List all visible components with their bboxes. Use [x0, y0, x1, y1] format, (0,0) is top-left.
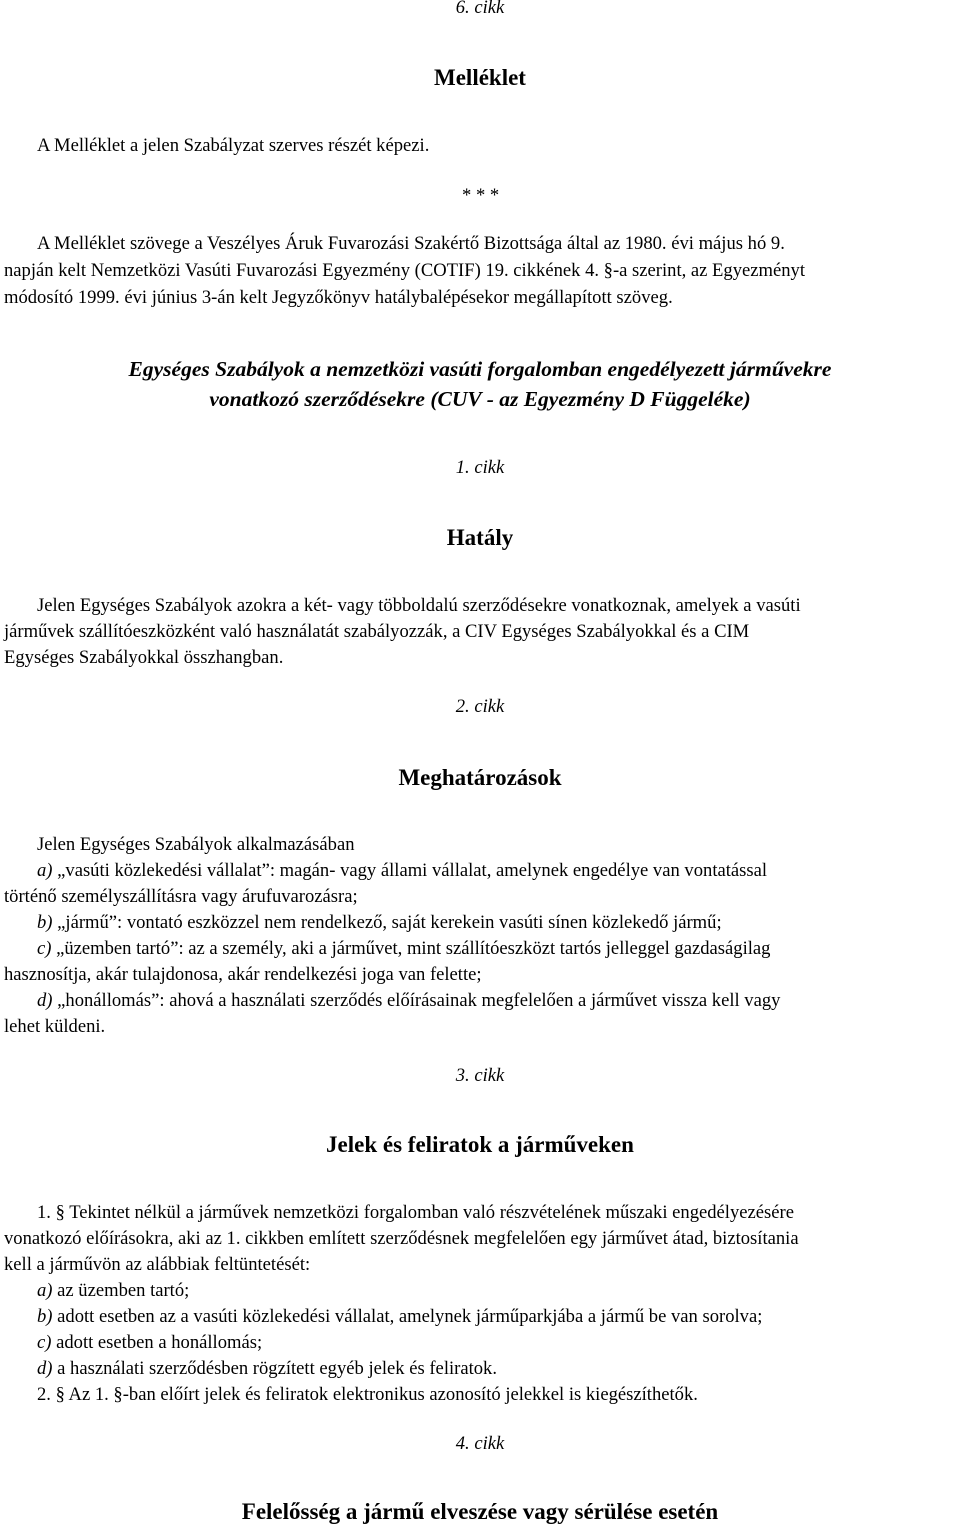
- art3-p1-line-1: 1. § Tekintet nélkül a járművek nemzetközi forgalomban való részvételének műszaki engedélyezésére: [37, 1202, 794, 1223]
- item-mark: d): [37, 990, 53, 1011]
- annex-note-line-1: A Melléklet szövege a Veszélyes Áruk Fuvarozási Szakértő Bizottsága által az 1980. évi május hó 9.: [37, 233, 785, 254]
- annex-note-line-2: napján kelt Nemzetközi Vasúti Fuvarozási Egyezmény (COTIF) 19. cikkének 4. §-a szerint, az Egyezményt: [4, 260, 805, 281]
- item-mark: a): [37, 860, 53, 881]
- art2-item-c-cont: hasznosítja, akár tulajdonosa, akár rendelkezési joga van felette;: [4, 964, 482, 985]
- item-mark: b): [37, 1306, 53, 1327]
- article-label-2: 2. cikk: [455, 696, 505, 717]
- art3-item-b: [37, 1306, 954, 1328]
- art2-item-d-cont: lehet küldeni.: [4, 1016, 106, 1037]
- art1-line-2: járművek szállítóeszközként való használatát szabályozzák, a CIV Egységes Szabályokkal és a CIM: [4, 621, 750, 642]
- document-title-line-1: Egységes Szabályok a nemzetközi vasúti forgalomban engedélyezett járművekre: [128, 357, 832, 381]
- art2-item-a: [37, 860, 954, 882]
- item-mark: c): [37, 938, 52, 959]
- document-title-line-2: vonatkozó szerződésekre (CUV - az Egyezmény D Függeléke): [209, 387, 751, 411]
- art3-p1-line-3: kell a járművön az alábbiak feltüntetését:: [4, 1254, 311, 1275]
- separator-stars: * * *: [462, 185, 500, 206]
- item-mark: c): [37, 1332, 52, 1353]
- item-text: adott esetben a honállomás;: [51, 1332, 263, 1353]
- article-label-6: 6. cikk: [455, 0, 505, 18]
- article-label-1: 1. cikk: [455, 457, 505, 478]
- item-text: a használati szerződésben rögzített egyéb jelek és feliratok.: [52, 1358, 497, 1379]
- art3-p1-line-2: vonatkozó előírásokra, aki az 1. cikkben említett szerződésnek megfelelően egy járművet átad, biztosítania: [4, 1228, 799, 1249]
- annex-heading: Melléklet: [434, 65, 526, 90]
- art3-p2: 2. § Az 1. §-ban előírt jelek és feliratok elektronikus azonosító jelekkel is kiegészíthetők.: [37, 1384, 698, 1405]
- art2-item-c: [37, 938, 954, 960]
- article-heading-2: Meghatározások: [398, 765, 562, 790]
- annex-note-line-3: módosító 1999. évi június 3-án kelt Jegyzőkönyv hatálybalépésekor megállapított szöveg.: [4, 287, 673, 308]
- item-mark: d): [37, 1358, 53, 1379]
- item-mark: b): [37, 912, 53, 933]
- art3-item-c: [37, 1332, 954, 1354]
- art3-item-d: [37, 1358, 954, 1380]
- item-text: „jármű”: vontató eszközzel nem rendelkező, saját kerekein vasúti sínen közlekedő jármű;: [52, 912, 722, 933]
- article-label-3: 3. cikk: [455, 1065, 505, 1086]
- article-heading-4: Felelősség a jármű elveszése vagy sérülése esetén: [241, 1499, 719, 1524]
- art2-item-b: [37, 912, 954, 934]
- item-text: „honállomás”: ahová a használati szerződés előírásainak megfelelően a járművet vissza kell vagy: [52, 990, 781, 1011]
- item-text: az üzemben tartó;: [52, 1280, 190, 1301]
- art1-line-1: Jelen Egységes Szabályok azokra a két- vagy többoldalú szerződésekre vonatkoznak, amelyek a vasúti: [37, 595, 801, 616]
- item-text: „vasúti közlekedési vállalat”: magán- vagy állami vállalat, amelynek engedélye van vontatással: [52, 860, 768, 881]
- article-heading-1: Hatály: [446, 525, 514, 550]
- art3-item-a: [37, 1280, 954, 1302]
- art2-item-d: [37, 990, 954, 1012]
- art2-item-a-cont: történő személyszállításra vagy árufuvarozásra;: [4, 886, 358, 907]
- art1-line-3: Egységes Szabályokkal összhangban.: [4, 647, 284, 668]
- item-text: adott esetben az a vasúti közlekedési vállalat, amelynek járműparkjába a jármű be van sorolva;: [52, 1306, 763, 1327]
- item-mark: a): [37, 1280, 53, 1301]
- annex-intro: A Melléklet a jelen Szabályzat szerves részét képezi.: [37, 135, 430, 156]
- art2-intro: Jelen Egységes Szabályok alkalmazásában: [37, 834, 355, 855]
- item-text: „üzemben tartó”: az a személy, aki a járművet, mint szállítóeszközt tartós jelleggel gazdaságilag: [51, 938, 771, 959]
- article-heading-3: Jelek és feliratok a járműveken: [326, 1132, 634, 1157]
- article-label-4: 4. cikk: [455, 1433, 505, 1454]
